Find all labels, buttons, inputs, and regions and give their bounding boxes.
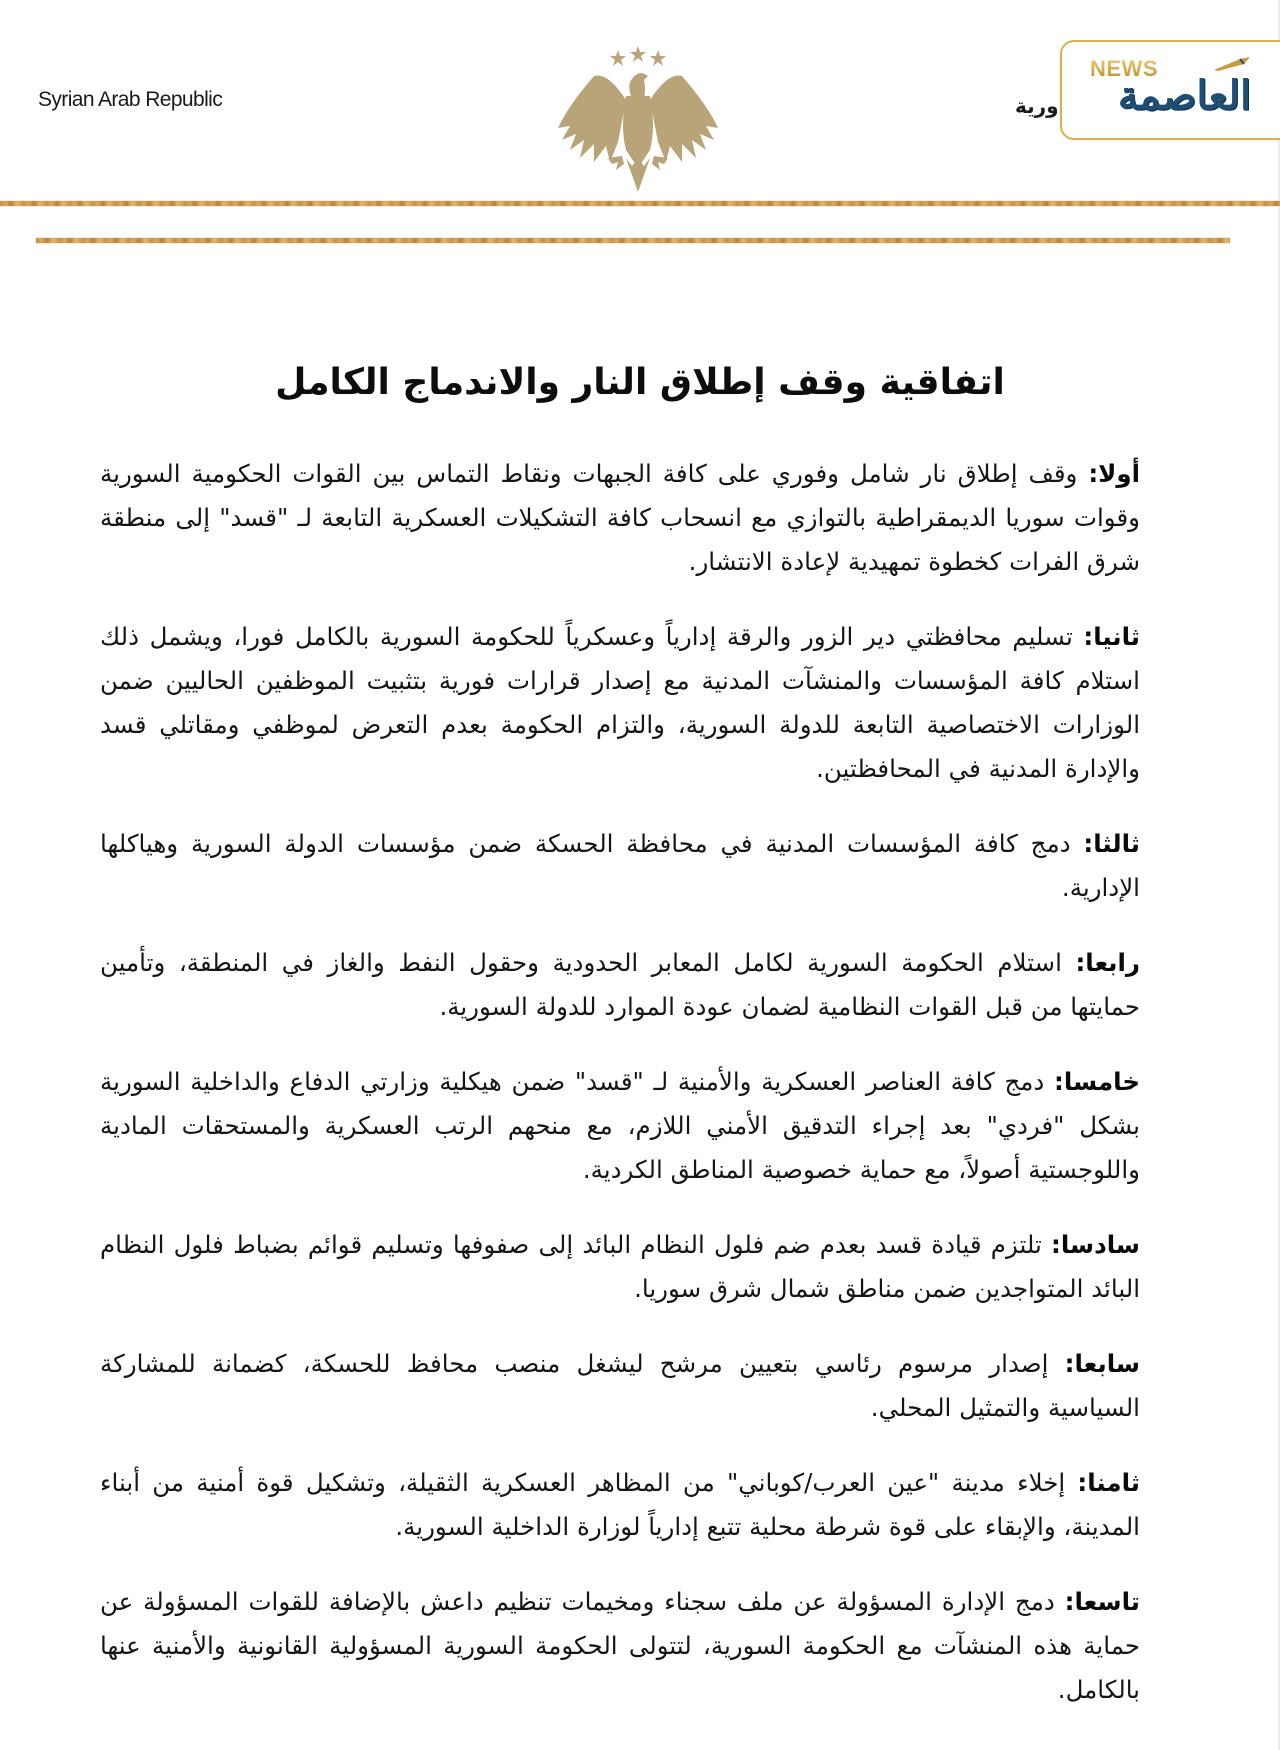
clause-1 [100,452,1140,584]
clause-label: خامسا: [1054,1067,1140,1096]
letterhead [0,0,1280,190]
country-name-english: Syrian Arab Republic [38,88,223,111]
country-name-arabic: ورية [1015,94,1059,118]
clause-text: تسليم محافظتي دير الزور والرقة إدارياً وعسكرياً للحكومة السورية بالكامل فورا، ويشمل ذلك استلام كافة المؤسسات والمنشآت المدنية مع إصدار قرارات فورية بتثبيت الموظفين الحاليين ضمن الوزارات الاختصاصية التابعة للدولة السورية، والتزام الحكومة بعدم التعرض لموظفي ومقاتلي قسد والإدارة المدنية في المحافظتين. [100,622,1140,783]
clause-text: إصدار مرسوم رئاسي بتعيين مرشح ليشغل منصب محافظ للحسكة، كضمانة للمشاركة السياسية والتمثيل المحلي. [100,1349,1140,1422]
clause-label: ثامنا: [1077,1468,1140,1497]
agreement-clauses [100,452,1140,1743]
clause-6 [100,1223,1140,1311]
clause-8 [100,1461,1140,1549]
gold-divider-top [0,201,1280,206]
clause-2 [100,615,1140,791]
clause-label: ثالثا: [1083,829,1140,858]
clause-label: تاسعا: [1064,1587,1140,1616]
clause-7 [100,1342,1140,1430]
clause-label: رابعا: [1075,948,1140,977]
clause-4 [100,941,1140,1029]
clause-text: إخلاء مدينة "عين العرب/كوباني" من المظاهر العسكرية الثقيلة، وتشكيل قوة أمنية من أبناء المدينة، والإبقاء على قوة شرطة محلية تتبع إدارياً لوزارة الداخلية السورية. [100,1468,1140,1541]
star-icon [610,50,626,66]
clause-text: استلام الحكومة السورية لكامل المعابر الحدودية وحقول النفط والغاز في المنطقة، وتأمين حمايتها من قبل القوات النظامية لضمان عودة الموارد للدولة السورية. [100,948,1140,1021]
star-icon [650,50,666,66]
clause-3 [100,822,1140,910]
clause-text: وقف إطلاق نار شامل وفوري على كافة الجبهات ونقاط التماس بين القوات الحكومية السورية وقوات سوريا الديمقراطية بالتوازي مع انسحاب كافة التشكيلات العسكرية التابعة لـ "قسد" إلى منطقة شرق الفرات كخطوة تمهيدية لإعادة الانتشار. [100,459,1140,576]
clause-label: أولا: [1088,459,1140,488]
clause-label: ثانيا: [1083,622,1140,651]
gold-divider-bottom [36,238,1230,243]
star-icon [630,46,646,62]
news-logo-arabic: العاصمة [1117,72,1252,119]
fountain-pen-icon [1212,56,1252,72]
golden-eagle-emblem-icon [538,46,738,196]
clause-5 [100,1060,1140,1192]
news-logo-watermark[interactable] [1060,40,1280,140]
clause-text: تلتزم قيادة قسد بعدم ضم فلول النظام البائد إلى صفوفها وتسليم قوائم بضباط فلول النظام البائد المتواجدين ضمن مناطق شمال شرق سوريا. [100,1230,1140,1303]
clause-9 [100,1580,1140,1712]
clause-text: دمج الإدارة المسؤولة عن ملف سجناء ومخيمات تنظيم داعش بالإضافة للقوات المسؤولة عن حماية هذه المنشآت مع الحكومة السورية، لتتولى الحكومة السورية المسؤولية القانونية والأمنية عنها بالكامل. [100,1587,1140,1704]
clause-text: دمج كافة المؤسسات المدنية في محافظة الحسكة ضمن مؤسسات الدولة السورية وهياكلها الإدارية. [100,829,1140,902]
clause-label: سادسا: [1051,1230,1140,1259]
document-title: اتفاقية وقف إطلاق النار والاندماج الكامل [275,362,1005,403]
news-logo-latin: NEWS [1090,56,1158,81]
clause-text: دمج كافة العناصر العسكرية والأمنية لـ "قسد" ضمن هيكلية وزارتي الدفاع والداخلية السورية بشكل "فردي" بعد إجراء التدقيق الأمني اللازم، مع منحهم الرتب العسكرية والمستحقات المادية واللوجستية أصولاً، مع حماية خصوصية المناطق الكردية. [100,1067,1140,1184]
clause-label: سابعا: [1064,1349,1140,1378]
